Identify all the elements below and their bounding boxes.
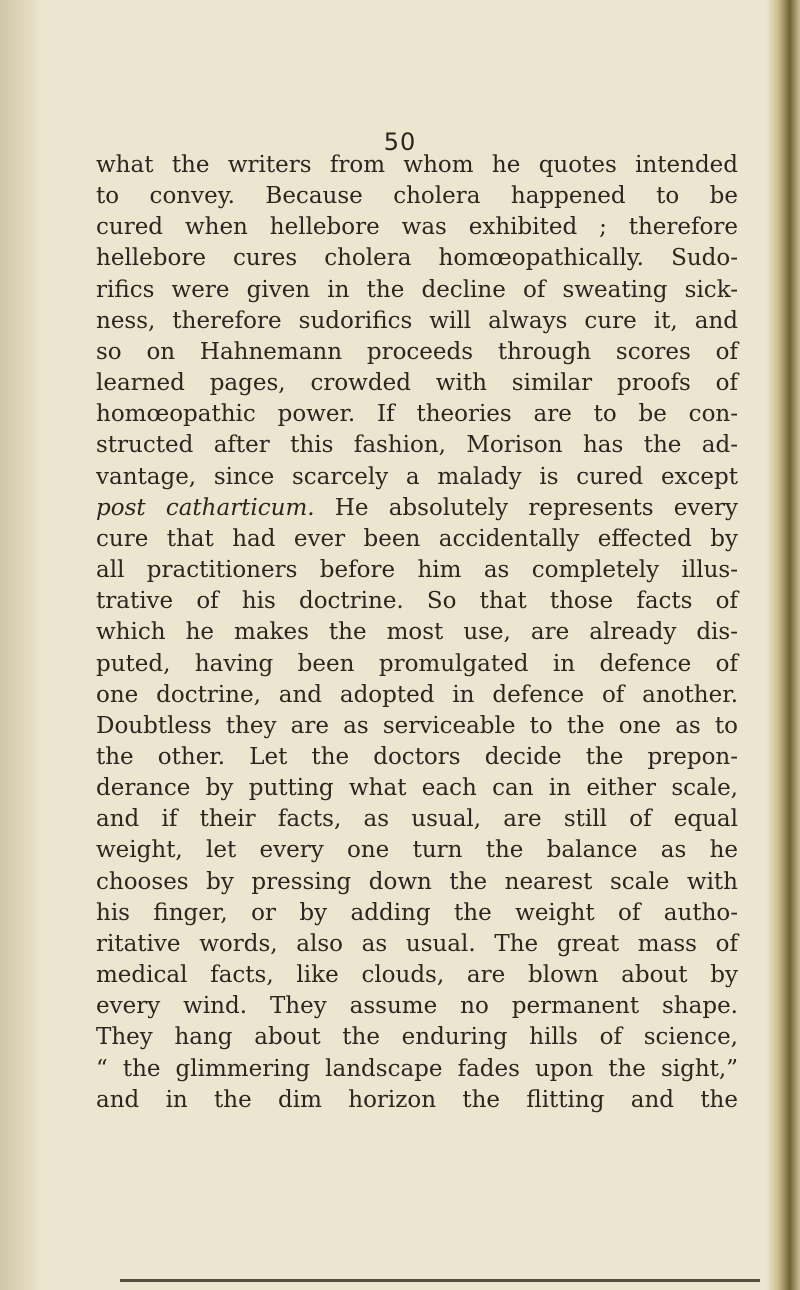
text-line-19: Doubtless they are as serviceable to the one as to <box>96 712 738 739</box>
text-line-18: one doctrine, and adopted in defence of another. <box>96 681 738 708</box>
text-line-4: hellebore cures cholera homœopathically. Sudo- <box>96 245 738 272</box>
text-line-30: “ the glimmering landscape fades upon the sight,” <box>96 1055 738 1082</box>
text-line-7: so on Hahnemann proceeds through scores of <box>96 338 738 365</box>
text-line-25: his finger, or by adding the weight of autho- <box>96 899 738 926</box>
bottom-edge-line <box>120 1279 760 1282</box>
text-line-21: derance by putting what each can in either scale, <box>96 775 738 802</box>
text-line-12-rest: He absolutely represents every <box>314 494 738 521</box>
text-line-12 <box>96 493 738 524</box>
text-line-15: trative of his doctrine. So that those facts of <box>96 588 738 615</box>
text-line-27: medical facts, like clouds, are blown about by <box>96 962 738 989</box>
text-line-31: and in the dim horizon the flitting and the <box>96 1086 738 1113</box>
page-number: 50 <box>383 128 417 156</box>
text-line-24: chooses by pressing down the nearest scale with <box>96 868 738 895</box>
text-line-2: to convey. Because cholera happened to be <box>96 183 738 210</box>
text-line-3: cured when hellebore was exhibited ; therefore <box>96 214 738 241</box>
page-gutter-shadow <box>0 0 42 1290</box>
text-line-5: rifics were given in the decline of sweating sick- <box>96 276 738 303</box>
text-line-26: ritative words, also as usual. The great mass of <box>96 930 738 957</box>
text-line-23: weight, let every one turn the balance as he <box>96 837 738 864</box>
text-line-9: homœopathic power. If theories are to be con- <box>96 401 738 428</box>
text-line-16: which he makes the most use, are already dis- <box>96 619 738 646</box>
italic-latin-phrase: post catharticum. <box>96 494 315 521</box>
text-line-10: structed after this fashion, Morison has the ad- <box>96 432 738 459</box>
text-line-6: ness, therefore sudorifics will always cure it, and <box>96 307 738 334</box>
text-line-29: They hang about the enduring hills of science, <box>96 1024 738 1051</box>
text-line-14: all practitioners before him as completely illus- <box>96 557 738 584</box>
text-line-28: every wind. They assume no permanent shape. <box>96 993 738 1020</box>
text-line-17: puted, having been promulgated in defence of <box>96 650 738 677</box>
text-line-1: what the writers from whom he quotes intended <box>96 152 738 178</box>
text-line-13: cure that had ever been accidentally effected by <box>96 525 738 552</box>
text-line-11: vantage, since scarcely a malady is cured except <box>96 463 738 490</box>
page-edge-shadow <box>766 0 800 1290</box>
body-text <box>96 150 738 1116</box>
text-line-22: and if their facts, as usual, are still of equal <box>96 806 738 833</box>
text-line-20: the other. Let the doctors decide the prepon- <box>96 743 738 770</box>
text-line-8: learned pages, crowded with similar proofs of <box>96 370 738 397</box>
